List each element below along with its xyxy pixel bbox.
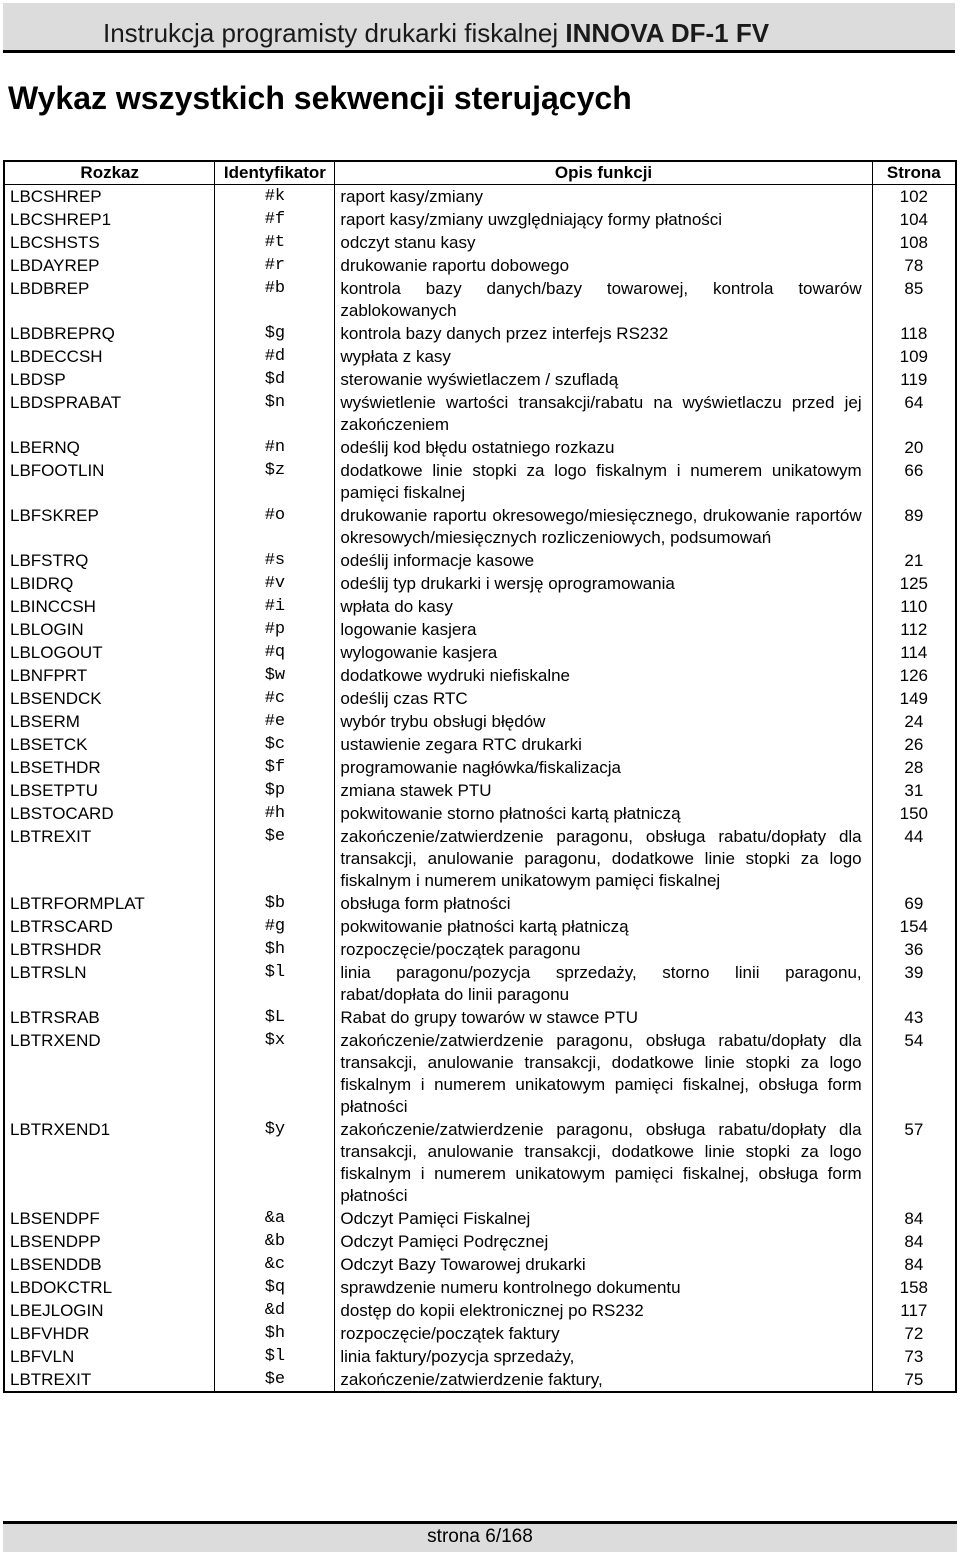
description-cell: odeślij kod błędu ostatniego rozkazu bbox=[335, 436, 872, 459]
description-cell: dostęp do kopii elektronicznej po RS232 bbox=[335, 1299, 872, 1322]
page-cell: 84 bbox=[872, 1230, 956, 1253]
command-cell: LBDBREPRQ bbox=[4, 322, 215, 345]
identifier-cell: #q bbox=[215, 641, 335, 664]
command-cell: LBCSHREP bbox=[4, 185, 215, 209]
description-cell: Odczyt Pamięci Fiskalnej bbox=[335, 1207, 872, 1230]
description-cell: odeślij informacje kasowe bbox=[335, 549, 872, 572]
command-cell: LBEJLOGIN bbox=[4, 1299, 215, 1322]
command-cell: LBSTOCARD bbox=[4, 802, 215, 825]
table-row bbox=[4, 459, 956, 504]
table-row bbox=[4, 368, 956, 391]
description-cell: raport kasy/zmiany uwzględniający formy płatności bbox=[335, 208, 872, 231]
page-cell: 109 bbox=[872, 345, 956, 368]
table-row bbox=[4, 1253, 956, 1276]
page-cell: 150 bbox=[872, 802, 956, 825]
page-cell: 31 bbox=[872, 779, 956, 802]
page-cell: 57 bbox=[872, 1118, 956, 1207]
description-cell: wylogowanie kasjera bbox=[335, 641, 872, 664]
description-cell: kontrola bazy danych przez interfejs RS232 bbox=[335, 322, 872, 345]
identifier-cell: #n bbox=[215, 436, 335, 459]
command-cell: LBSETHDR bbox=[4, 756, 215, 779]
command-cell: LBTRSHDR bbox=[4, 938, 215, 961]
column-header-command: Rozkaz bbox=[4, 161, 215, 185]
identifier-cell: &b bbox=[215, 1230, 335, 1253]
command-cell: LBDECCSH bbox=[4, 345, 215, 368]
table-row bbox=[4, 391, 956, 436]
command-cell: LBSENDPF bbox=[4, 1207, 215, 1230]
description-cell: odeślij typ drukarki i wersję oprogramowania bbox=[335, 572, 872, 595]
description-cell: sterowanie wyświetlaczem / szufladą bbox=[335, 368, 872, 391]
table-row bbox=[4, 1230, 956, 1253]
page-cell: 158 bbox=[872, 1276, 956, 1299]
identifier-cell: $p bbox=[215, 779, 335, 802]
command-cell: LBDSP bbox=[4, 368, 215, 391]
table-row bbox=[4, 436, 956, 459]
command-cell: LBTREXIT bbox=[4, 1368, 215, 1392]
table-header-row bbox=[4, 161, 956, 185]
page-cell: 89 bbox=[872, 504, 956, 549]
identifier-cell: #d bbox=[215, 345, 335, 368]
identifier-cell: $y bbox=[215, 1118, 335, 1207]
page-cell: 118 bbox=[872, 322, 956, 345]
description-cell: wpłata do kasy bbox=[335, 595, 872, 618]
page-number: strona 6/168 bbox=[427, 1526, 533, 1547]
identifier-cell: $g bbox=[215, 322, 335, 345]
page-cell: 126 bbox=[872, 664, 956, 687]
description-cell: logowanie kasjera bbox=[335, 618, 872, 641]
description-cell: wypłata z kasy bbox=[335, 345, 872, 368]
page-cell: 104 bbox=[872, 208, 956, 231]
identifier-cell: $z bbox=[215, 459, 335, 504]
table-row bbox=[4, 1029, 956, 1118]
command-cell: LBTRSLN bbox=[4, 961, 215, 1006]
command-cell: LBDAYREP bbox=[4, 254, 215, 277]
description-cell: obsługa form płatności bbox=[335, 892, 872, 915]
identifier-cell: #c bbox=[215, 687, 335, 710]
page-cell: 85 bbox=[872, 277, 956, 322]
identifier-cell: #k bbox=[215, 185, 335, 209]
page-title: Wykaz wszystkich sekwencji sterujących bbox=[8, 80, 632, 116]
command-cell: LBINCCSH bbox=[4, 595, 215, 618]
page-cell: 125 bbox=[872, 572, 956, 595]
command-cell: LBFVHDR bbox=[4, 1322, 215, 1345]
table-row bbox=[4, 756, 956, 779]
page-cell: 84 bbox=[872, 1207, 956, 1230]
description-cell: rozpoczęcie/początek paragonu bbox=[335, 938, 872, 961]
identifier-cell: #r bbox=[215, 254, 335, 277]
page-cell: 44 bbox=[872, 825, 956, 892]
table-row bbox=[4, 802, 956, 825]
identifier-cell: #e bbox=[215, 710, 335, 733]
table-row bbox=[4, 208, 956, 231]
page-cell: 26 bbox=[872, 733, 956, 756]
command-cell: LBDOKCTRL bbox=[4, 1276, 215, 1299]
table-row bbox=[4, 1299, 956, 1322]
command-cell: LBTREXIT bbox=[4, 825, 215, 892]
page-cell: 54 bbox=[872, 1029, 956, 1118]
description-cell: programowanie nagłówka/fiskalizacja bbox=[335, 756, 872, 779]
identifier-cell: &a bbox=[215, 1207, 335, 1230]
identifier-cell: #f bbox=[215, 208, 335, 231]
column-header-identifier: Identyfikator bbox=[215, 161, 335, 185]
identifier-cell: #p bbox=[215, 618, 335, 641]
description-cell: kontrola bazy danych/bazy towarowej, kontrola towarów zablokowanych bbox=[335, 277, 872, 322]
table-row bbox=[4, 915, 956, 938]
identifier-cell: $n bbox=[215, 391, 335, 436]
description-cell: zmiana stawek PTU bbox=[335, 779, 872, 802]
table-row bbox=[4, 618, 956, 641]
table-row bbox=[4, 1322, 956, 1345]
description-cell: zakończenie/zatwierdzenie faktury, bbox=[335, 1368, 872, 1392]
page-cell: 110 bbox=[872, 595, 956, 618]
command-cell: LBFVLN bbox=[4, 1345, 215, 1368]
description-cell: wyświetlenie wartości transakcji/rabatu na wyświetlaczu przed jej zakończeniem bbox=[335, 391, 872, 436]
command-cell: LBSENDCK bbox=[4, 687, 215, 710]
command-cell: LBSENDPP bbox=[4, 1230, 215, 1253]
page-cell: 39 bbox=[872, 961, 956, 1006]
identifier-cell: $e bbox=[215, 825, 335, 892]
table-row bbox=[4, 1345, 956, 1368]
identifier-cell: $L bbox=[215, 1006, 335, 1029]
description-cell: zakończenie/zatwierdzenie paragonu, obsługa rabatu/dopłaty dla transakcji, anulowanie transakcji, dodatkowe linie stopki za logo fiskalnym i numerem unikatowym pamięci fiskalnej, obsługa form płatności bbox=[335, 1118, 872, 1207]
table-row bbox=[4, 231, 956, 254]
table-row bbox=[4, 595, 956, 618]
page-cell: 64 bbox=[872, 391, 956, 436]
identifier-cell: $b bbox=[215, 892, 335, 915]
table-row bbox=[4, 938, 956, 961]
command-cell: LBFOOTLIN bbox=[4, 459, 215, 504]
identifier-cell: $h bbox=[215, 938, 335, 961]
description-cell: pokwitowanie storno płatności kartą płatniczą bbox=[335, 802, 872, 825]
header-product: INNOVA DF-1 FV bbox=[565, 18, 770, 48]
description-cell: Rabat do grupy towarów w stawce PTU bbox=[335, 1006, 872, 1029]
description-cell: ustawienie zegara RTC drukarki bbox=[335, 733, 872, 756]
command-cell: LBFSTRQ bbox=[4, 549, 215, 572]
command-cell: LBCSHREP1 bbox=[4, 208, 215, 231]
header-text: Instrukcja programisty drukarki fiskalnej INNOVA DF-1 FV bbox=[103, 18, 770, 48]
identifier-cell: &d bbox=[215, 1299, 335, 1322]
description-cell: pokwitowanie płatności kartą płatniczą bbox=[335, 915, 872, 938]
command-cell: LBNFPRT bbox=[4, 664, 215, 687]
identifier-cell: $w bbox=[215, 664, 335, 687]
page-cell: 69 bbox=[872, 892, 956, 915]
description-cell: linia faktury/pozycja sprzedaży, bbox=[335, 1345, 872, 1368]
command-cell: LBSETPTU bbox=[4, 779, 215, 802]
identifier-cell: &c bbox=[215, 1253, 335, 1276]
page-cell: 117 bbox=[872, 1299, 956, 1322]
command-cell: LBTRSCARD bbox=[4, 915, 215, 938]
description-cell: odczyt stanu kasy bbox=[335, 231, 872, 254]
command-cell: LBFSKREP bbox=[4, 504, 215, 549]
description-cell: linia paragonu/pozycja sprzedaży, storno linii paragonu, rabat/dopłata do linii paragonu bbox=[335, 961, 872, 1006]
description-cell: drukowanie raportu okresowego/miesięcznego, drukowanie raportów okresowych/miesięcznych rozliczeniowych, podsumowań bbox=[335, 504, 872, 549]
command-cell: LBDBREP bbox=[4, 277, 215, 322]
identifier-cell: $q bbox=[215, 1276, 335, 1299]
page-cell: 36 bbox=[872, 938, 956, 961]
table-row bbox=[4, 1276, 956, 1299]
page-cell: 149 bbox=[872, 687, 956, 710]
page-cell: 78 bbox=[872, 254, 956, 277]
description-cell: dodatkowe wydruki niefiskalne bbox=[335, 664, 872, 687]
page-cell: 108 bbox=[872, 231, 956, 254]
table-row bbox=[4, 825, 956, 892]
table-row bbox=[4, 779, 956, 802]
table-row bbox=[4, 322, 956, 345]
table-row bbox=[4, 504, 956, 549]
identifier-cell: $e bbox=[215, 1368, 335, 1392]
page-cell: 112 bbox=[872, 618, 956, 641]
command-cell: LBCSHSTS bbox=[4, 231, 215, 254]
table-row bbox=[4, 549, 956, 572]
table-row bbox=[4, 892, 956, 915]
page-header bbox=[3, 3, 955, 53]
page-cell: 21 bbox=[872, 549, 956, 572]
description-cell: raport kasy/zmiany bbox=[335, 185, 872, 209]
page-cell: 114 bbox=[872, 641, 956, 664]
page-cell: 73 bbox=[872, 1345, 956, 1368]
command-cell: LBTRSRAB bbox=[4, 1006, 215, 1029]
description-cell: Odczyt Pamięci Podręcznej bbox=[335, 1230, 872, 1253]
page-cell: 43 bbox=[872, 1006, 956, 1029]
page-cell: 24 bbox=[872, 710, 956, 733]
description-cell: zakończenie/zatwierdzenie paragonu, obsługa rabatu/dopłaty dla transakcji, anulowanie transakcji, dodatkowe linie stopki za logo fiskalnym i numerem unikatowym pamięci fiskalnej, obsługa form płatności bbox=[335, 1029, 872, 1118]
command-cell: LBTRXEND bbox=[4, 1029, 215, 1118]
column-header-description: Opis funkcji bbox=[335, 161, 872, 185]
table-row bbox=[4, 1006, 956, 1029]
identifier-cell: $h bbox=[215, 1322, 335, 1345]
table-row bbox=[4, 664, 956, 687]
page-cell: 28 bbox=[872, 756, 956, 779]
command-cell: LBTRXEND1 bbox=[4, 1118, 215, 1207]
identifier-cell: $x bbox=[215, 1029, 335, 1118]
table-row bbox=[4, 1207, 956, 1230]
identifier-cell: #o bbox=[215, 504, 335, 549]
identifier-cell: $f bbox=[215, 756, 335, 779]
table-row bbox=[4, 687, 956, 710]
table-row bbox=[4, 277, 956, 322]
table-row bbox=[4, 710, 956, 733]
description-cell: drukowanie raportu dobowego bbox=[335, 254, 872, 277]
table-row bbox=[4, 961, 956, 1006]
table-row bbox=[4, 733, 956, 756]
table-row bbox=[4, 254, 956, 277]
command-cell: LBLOGIN bbox=[4, 618, 215, 641]
page-cell: 119 bbox=[872, 368, 956, 391]
description-cell: zakończenie/zatwierdzenie paragonu, obsługa rabatu/dopłaty dla transakcji, anulowanie paragonu, dodatkowe linie stopki za logo fiskalnym i numerem unikatowym pamięci fiskalnej bbox=[335, 825, 872, 892]
table-body bbox=[4, 185, 956, 1393]
page-cell: 72 bbox=[872, 1322, 956, 1345]
page-cell: 75 bbox=[872, 1368, 956, 1392]
command-cell: LBSETCK bbox=[4, 733, 215, 756]
table-row bbox=[4, 1118, 956, 1207]
column-header-page: Strona bbox=[872, 161, 956, 185]
table-row bbox=[4, 345, 956, 368]
identifier-cell: #v bbox=[215, 572, 335, 595]
identifier-cell: #t bbox=[215, 231, 335, 254]
command-cell: LBTRFORMPLAT bbox=[4, 892, 215, 915]
command-cell: LBLOGOUT bbox=[4, 641, 215, 664]
page-cell: 102 bbox=[872, 185, 956, 209]
command-cell: LBSERM bbox=[4, 710, 215, 733]
page-cell: 66 bbox=[872, 459, 956, 504]
identifier-cell: #b bbox=[215, 277, 335, 322]
command-cell: LBDSPRABAT bbox=[4, 391, 215, 436]
table-row bbox=[4, 185, 956, 209]
description-cell: dodatkowe linie stopki za logo fiskalnym i numerem unikatowym pamięci fiskalnej bbox=[335, 459, 872, 504]
identifier-cell: #g bbox=[215, 915, 335, 938]
commands-table bbox=[3, 160, 957, 1393]
page-cell: 20 bbox=[872, 436, 956, 459]
command-cell: LBSENDDB bbox=[4, 1253, 215, 1276]
identifier-cell: $c bbox=[215, 733, 335, 756]
command-cell: LBIDRQ bbox=[4, 572, 215, 595]
table-row bbox=[4, 572, 956, 595]
identifier-cell: $d bbox=[215, 368, 335, 391]
page-cell: 154 bbox=[872, 915, 956, 938]
identifier-cell: #s bbox=[215, 549, 335, 572]
table-row bbox=[4, 641, 956, 664]
page-cell: 84 bbox=[872, 1253, 956, 1276]
identifier-cell: #h bbox=[215, 802, 335, 825]
table-row bbox=[4, 1368, 956, 1392]
description-cell: odeślij czas RTC bbox=[335, 687, 872, 710]
description-cell: Odczyt Bazy Towarowej drukarki bbox=[335, 1253, 872, 1276]
description-cell: sprawdzenie numeru kontrolnego dokumentu bbox=[335, 1276, 872, 1299]
identifier-cell: $l bbox=[215, 961, 335, 1006]
description-cell: rozpoczęcie/początek faktury bbox=[335, 1322, 872, 1345]
description-cell: wybór trybu obsługi błędów bbox=[335, 710, 872, 733]
command-cell: LBERNQ bbox=[4, 436, 215, 459]
identifier-cell: $l bbox=[215, 1345, 335, 1368]
identifier-cell: #i bbox=[215, 595, 335, 618]
